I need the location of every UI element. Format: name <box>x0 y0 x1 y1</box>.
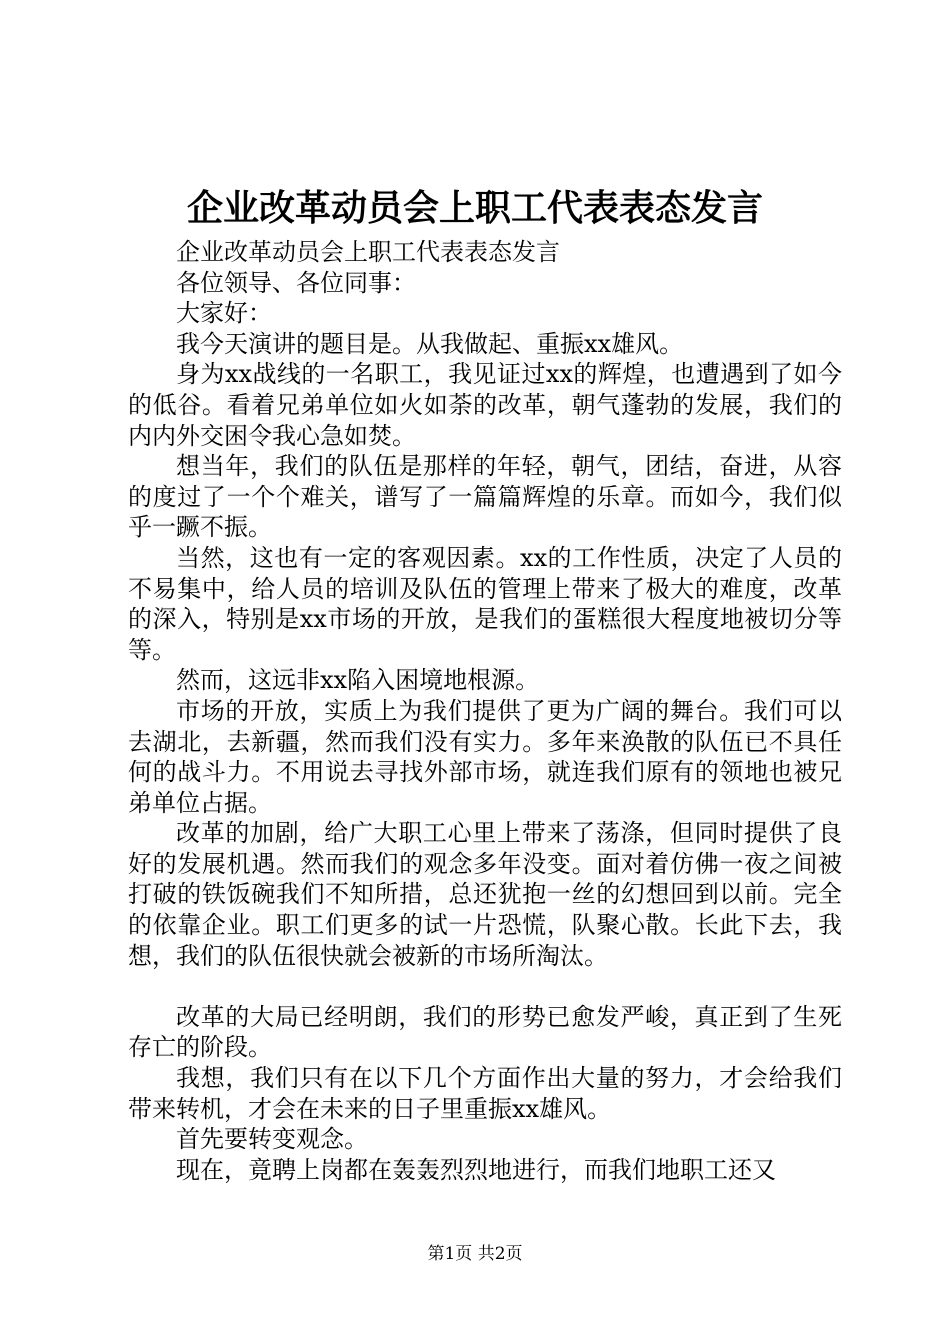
document-title: 企业改革动员会上职工代表表态发言 <box>186 187 763 229</box>
paragraph: 改革的大局已经明朗，我们的形势已愈发严峻，真正到了生死存亡的阶段。 <box>128 1002 842 1062</box>
blank-line <box>128 971 842 1002</box>
paragraph: 想当年，我们的队伍是那样的年轻，朝气，团结，奋进，从容的度过了一个个难关，谱写了一篇篇辉煌的乐章。而如今，我们似乎一蹶不振。 <box>128 452 842 542</box>
paragraph: 改革的加剧，给广大职工心里上带来了荡涤，但同时提供了良好的发展机遇。然而我们的观念多年没变。面对着仿佛一夜之间被打破的铁饭碗我们不知所措，总还犹抱一丝的幻想回到以前。完全的依靠企业。职工们更多的试一片恐慌，队聚心散。长此下去，我想，我们的队伍很快就会被新的市场所淘汰。 <box>128 819 842 970</box>
page-footer: 第1页 共2页 <box>427 1244 523 1264</box>
paragraph: 企业改革动员会上职工代表表态发言 <box>176 238 560 266</box>
document-body <box>128 237 842 1185</box>
paragraph: 各位领导、各位同事： <box>176 268 416 297</box>
paragraph: 我想，我们只有在以下几个方面作出大量的努力，才会给我们带来转机，才会在未来的日子里重振xx雄风。 <box>128 1064 842 1123</box>
paragraph: 身为xx战线的一名职工，我见证过xx的辉煌，也遭遇到了如今的低谷。看着兄弟单位如火如荼的改革，朝气蓬勃的发展，我们的内内外交困令我心急如焚。 <box>128 360 842 450</box>
paragraph: 当然，这也有一定的客观因素。xx的工作性质，决定了人员的不易集中，给人员的培训及队伍的管理上带来了极大的难度，改革的深入，特别是xx市场的开放，是我们的蛋糕很大程度地被切分等等。 <box>128 543 842 664</box>
paragraph: 市场的开放，实质上为我们提供了更为广阔的舞台。我们可以去湖北，去新疆，然而我们没有实力。多年来涣散的队伍已不具任何的战斗力。不用说去寻找外部市场，就连我们原有的领地也被兄弟单位占据。 <box>128 696 842 817</box>
paragraph: 首先要转变观念。 <box>176 1125 368 1154</box>
paragraph: 现在，竟聘上岗都在轰轰烈烈地进行，而我们地职工还又 <box>176 1155 776 1184</box>
paragraph: 大家好： <box>176 299 272 328</box>
paragraph: 然而，这远非xx陷入困境地根源。 <box>176 666 540 695</box>
paragraph: 我今天演讲的题目是。从我做起、重振xx雄风。 <box>176 329 684 358</box>
